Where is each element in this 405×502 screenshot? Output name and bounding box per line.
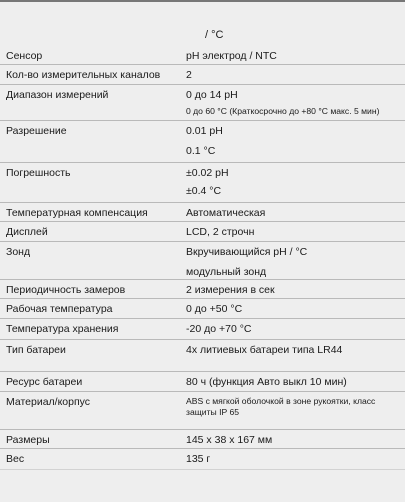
- spec-value: 135 г: [186, 453, 211, 465]
- spec-row: [0, 203, 405, 222]
- spec-row: [0, 340, 405, 372]
- spec-value: Автоматическая: [186, 207, 266, 219]
- spec-row: [0, 299, 405, 319]
- spec-value: 0 до 60 °C (Краткосрочно до +80 °C макс. 5 мин): [186, 106, 380, 116]
- spec-value: 4x литиевых батареи типа LR44: [186, 344, 343, 356]
- spec-label: Тип батареи: [6, 344, 66, 356]
- spec-value: 0.01 pH: [186, 125, 223, 137]
- spec-row: [0, 242, 405, 280]
- spec-label: Диапазон измерений: [6, 89, 109, 101]
- spec-value: LCD, 2 строчн: [186, 226, 255, 238]
- spec-label: Ресурс батареи: [6, 376, 83, 388]
- spec-row: [0, 372, 405, 392]
- header-row: [0, 28, 405, 44]
- spec-label: Размеры: [6, 434, 50, 446]
- spec-value: 0 до +50 °C: [186, 303, 243, 315]
- spec-label: Рабочая температура: [6, 303, 113, 315]
- spec-value: Вкручивающийся pH / °C: [186, 246, 308, 258]
- spec-row: [0, 46, 405, 65]
- spec-label: Зонд: [6, 246, 31, 258]
- spec-label: Кол-во измерительных каналов: [6, 69, 161, 81]
- spec-label: Температурная компенсация: [6, 207, 148, 219]
- spec-label: Периодичность замеров: [6, 284, 126, 296]
- spec-row: [0, 222, 405, 242]
- spec-value: 2: [186, 69, 192, 81]
- spec-label: Температура хранения: [6, 323, 119, 335]
- row-divider: [0, 469, 405, 470]
- spec-label: Материал/корпус: [6, 396, 91, 408]
- spec-label: Вес: [6, 453, 25, 465]
- spec-row: [0, 449, 405, 470]
- spec-row: [0, 319, 405, 340]
- spec-label: Сенсор: [6, 50, 43, 62]
- spec-row: [0, 121, 405, 163]
- spec-value: 80 ч (функция Авто выкл 10 мин): [186, 376, 347, 388]
- spec-label: Разрешение: [6, 125, 67, 137]
- spec-value: ABS с мягкой оболочкой в зоне рукоятки, класс защиты IP 65: [186, 396, 376, 417]
- spec-label: Погрешность: [6, 167, 71, 179]
- unit-title: / °C: [205, 29, 224, 41]
- spec-value: ±0.02 pH: [186, 167, 229, 179]
- spec-value: 145 x 38 x 167 мм: [186, 434, 273, 446]
- spec-row: [0, 430, 405, 449]
- spec-row: [0, 85, 405, 121]
- spec-row: [0, 65, 405, 85]
- spec-row: [0, 163, 405, 203]
- spec-row: [0, 392, 405, 430]
- spec-value: 0 до 14 pH: [186, 89, 238, 101]
- spec-value: 2 измерения в сек: [186, 284, 275, 296]
- spec-value: 0.1 °C: [186, 145, 216, 157]
- top-border: [0, 0, 405, 2]
- spec-value: модульный зонд: [186, 266, 267, 278]
- spec-value: pH электрод / NTC: [186, 50, 277, 62]
- spec-value: -20 до +70 °C: [186, 323, 252, 335]
- spec-row: [0, 280, 405, 299]
- spec-label: Дисплей: [6, 226, 48, 238]
- spec-value: ±0.4 °C: [186, 185, 222, 197]
